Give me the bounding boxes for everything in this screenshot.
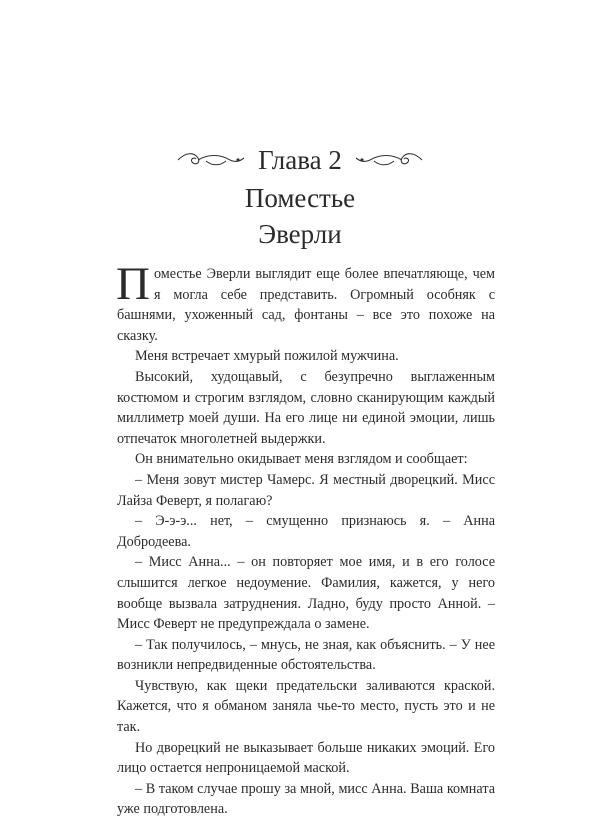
chapter-number-line bbox=[0, 140, 600, 180]
paragraph-5: – Меня зовут мистер Чамерс. Я местный дворецкий. Мисс Лайза Феверт, я полагаю? bbox=[117, 471, 495, 509]
paragraph-1 bbox=[116, 258, 495, 346]
paragraph-10: Но дворецкий не выказывает больше никаких эмоций. Его лицо остается непроницаемой маской. bbox=[117, 739, 495, 777]
paragraph-7: – Мисс Анна... – он повторяет мое имя, и в его голосе слышится легкое недоумение. Фамилия, кажется, у него вообще вызвала затруднения. Ладно, буду просто Анной. – Мисс Феверт не предупреждала о замене. bbox=[117, 554, 495, 633]
chapter-title-line-1: Поместье bbox=[244, 183, 356, 213]
right-ornament-icon bbox=[354, 150, 424, 170]
paragraph-6: – Э-э-э... нет, – смущенно признаюсь я. – Анна Добродеева. bbox=[117, 513, 495, 550]
paragraph-3: Высокий, худощавый, с безупречно выглаженным костюмом и строгим взглядом, словно сканирующим каждый миллиметр моей души. На его лице ни единой эмоции, лишь отпечаток многолетней выдержки. bbox=[117, 368, 495, 447]
paragraph-1-text: оместье Эверли выглядит еще более впечатляюще, чем я могла себе представить. Огромный особняк с башнями, ухоженный сад, фонтаны – все это похоже на сказку. bbox=[117, 266, 495, 344]
paragraph-2: Меня встречает хмурый пожилой мужчина. bbox=[135, 348, 399, 365]
chapter-heading bbox=[0, 140, 600, 252]
drop-cap: П bbox=[116, 258, 150, 310]
paragraph-8: – Так получилось, – мнусь, не зная, как объяснить. – У нее возникли непредвиденные обстоятельства. bbox=[117, 636, 495, 674]
paragraph-9: Чувствую, как щеки предательски заливаются краской. Кажется, что я обманом заняла чье-то место, пусть это и не так. bbox=[117, 677, 495, 736]
chapter-number: Глава 2 bbox=[258, 145, 342, 175]
paragraph-11: – В таком случае прошу за мной, мисс Анна. Ваша комната уже подготовлена. bbox=[117, 780, 495, 818]
left-ornament-icon bbox=[176, 150, 246, 170]
chapter-body bbox=[116, 258, 495, 820]
paragraph-4: Он внимательно окидывает меня взглядом и сообщает: bbox=[135, 451, 468, 468]
chapter-title-line-2: Эверли bbox=[258, 219, 342, 249]
